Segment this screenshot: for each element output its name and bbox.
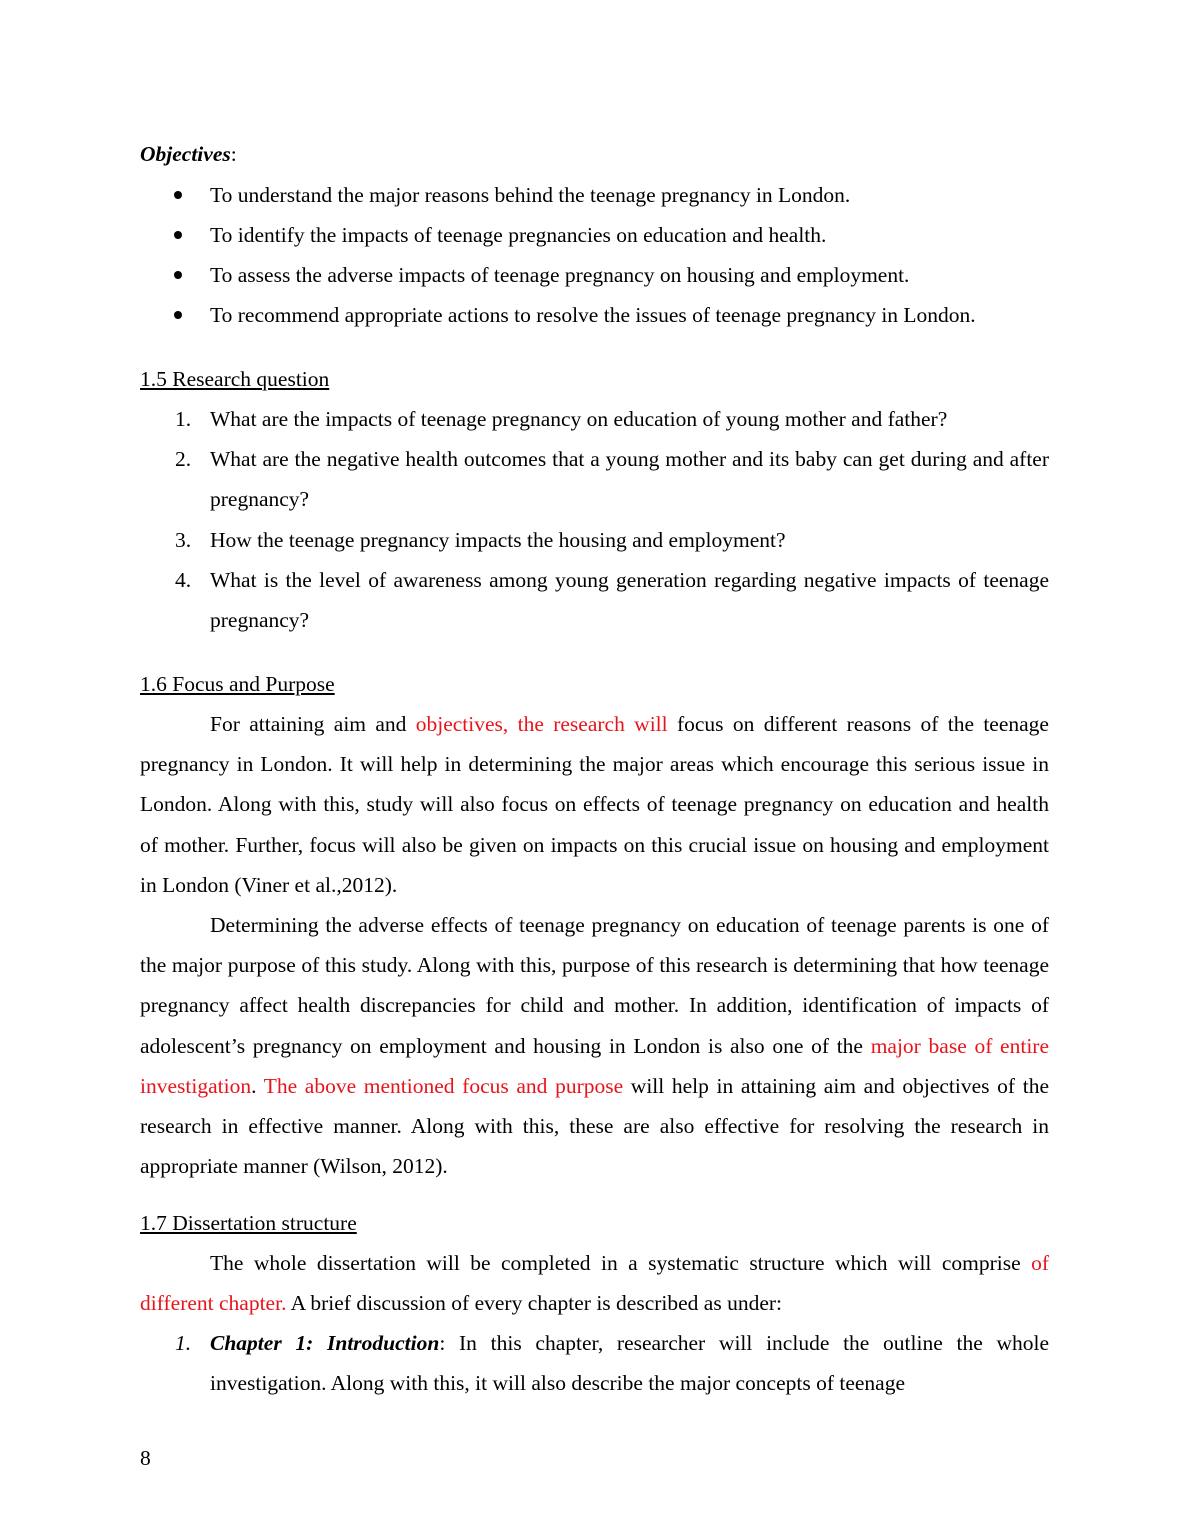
focus-paragraph-1: For attaining aim and objectives, the research will focus on different reasons of the teenage pregnancy in London. It will help in determining the major areas which encourage this serious issue in London. Along with this, study will also focus on effects of teenage pregnancy on education and health of mother. Further, focus will also be given on impacts on this crucial issue on housing and employment in London (Viner et al.,2012).	[140, 712, 1049, 897]
bullet-icon	[174, 231, 182, 239]
research-question-item: What are the impacts of teenage pregnancy on education of young mother and father?	[210, 407, 948, 431]
objectives-heading: Objectives:	[140, 142, 237, 166]
page-number: 8	[140, 1446, 151, 1470]
structure-paragraph: The whole dissertation will be completed in a systematic structure which will comprise of different chapter. A brief discussion of every chapter is described as under:	[140, 1251, 1049, 1316]
objective-item: To recommend appropriate actions to resolve the issues of teenage pregnancy in London.	[210, 303, 976, 327]
list-number: 4.	[175, 568, 192, 592]
highlighted-text: objectives, the research will	[415, 712, 668, 736]
research-question-item: What is the level of awareness among young generation regarding negative impacts of teenage pregnancy?	[210, 568, 1049, 633]
bullet-icon	[174, 311, 182, 319]
research-question-item: What are the negative health outcomes that a young mother and its baby can get during and after pregnancy?	[210, 447, 1049, 512]
research-question-item: How the teenage pregnancy impacts the housing and employment?	[210, 528, 786, 552]
objective-item: To understand the major reasons behind the teenage pregnancy in London.	[210, 183, 851, 207]
section-heading-focus-purpose: 1.6 Focus and Purpose	[140, 672, 335, 696]
list-number: 1.	[175, 1331, 192, 1355]
section-heading-dissertation-structure: 1.7 Dissertation structure	[140, 1211, 357, 1235]
bullet-icon	[174, 271, 182, 279]
focus-paragraph-2: Determining the adverse effects of teenage pregnancy on education of teenage parents is one of the major purpose of this study. Along with this, purpose of this research is determining that how teenage pregnancy affect health discrepancies for child and mother. In addition, identification of impacts of adolescent’s pregnancy on employment and housing in London is also one of the major base of entire investigation. The above mentioned focus and purpose will help in attaining aim and objectives of the research in effective manner. Along with this, these are also effective for resolving the research in appropriate manner (Wilson, 2012).	[140, 913, 1050, 1179]
list-number: 1.	[175, 407, 192, 431]
objectives-label: Objectives	[140, 142, 231, 166]
chapter-title: Chapter 1: Introduction	[210, 1331, 440, 1355]
list-number: 2.	[175, 447, 192, 471]
objective-item: To assess the adverse impacts of teenage pregnancy on housing and employment.	[210, 263, 910, 287]
section-heading-research-question: 1.5 Research question	[140, 367, 330, 391]
highlighted-text: of different chapter.	[140, 1251, 1049, 1316]
chapter-item: Chapter 1: Introduction: In this chapter, researcher will include the outline the whole investigation. Along with this, it will also describe the major concepts of teenage	[210, 1331, 1049, 1396]
objective-item: To identify the impacts of teenage pregnancies on education and health.	[210, 223, 827, 247]
highlighted-text: major base of entire investigation	[140, 1033, 1050, 1098]
bullet-icon	[174, 191, 182, 199]
list-number: 3.	[175, 528, 192, 552]
highlighted-text: The above mentioned focus and purpose	[263, 1073, 624, 1098]
